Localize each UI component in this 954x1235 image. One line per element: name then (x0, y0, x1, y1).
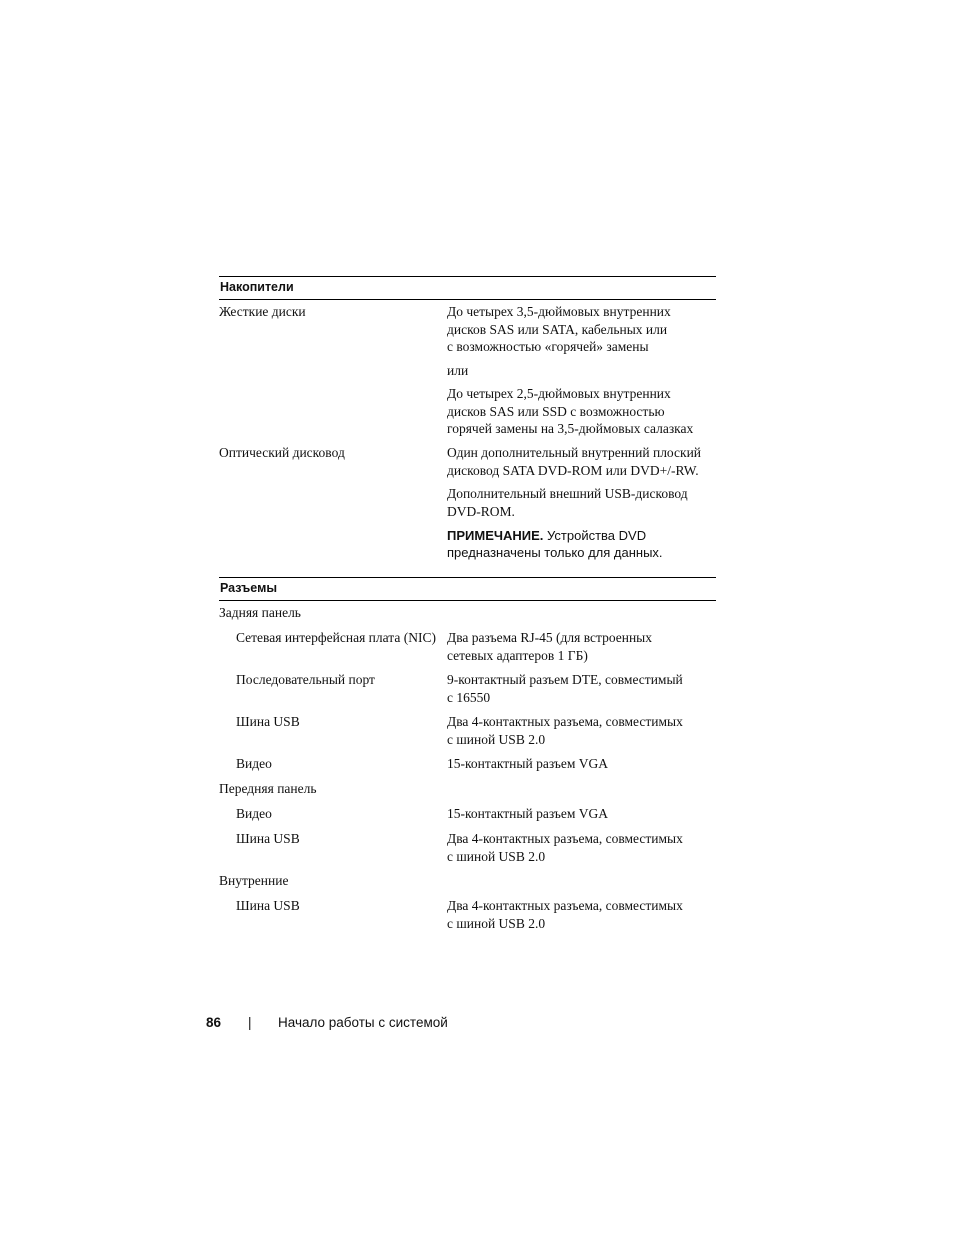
front-usb-value-line2: с шиной USB 2.0 (447, 848, 546, 864)
nic-label: Сетевая интерфейсная плата (NIC) (236, 630, 436, 645)
nic-value-line2: сетевых адаптеров 1 ГБ) (447, 647, 588, 663)
rear-usb-value (447, 713, 716, 748)
hdd-option2-line3: горячей замены на 3,5-дюймовых салазках (447, 421, 694, 436)
front-video-value: 15-контактный разъем VGA (447, 806, 609, 821)
optical-external-line2: DVD-ROM. (447, 503, 515, 519)
storage-table (219, 276, 716, 300)
optical-external-line1: Дополнительный внешний USB-дисковод (447, 486, 688, 501)
internal-usb-value (447, 897, 716, 932)
connectors-table (219, 577, 716, 601)
hdd-value (447, 303, 716, 438)
internal-usb-value-line1: Два 4-контактных разъема, совместимых (447, 898, 683, 913)
note-text-2: предназначены только для данных. (447, 545, 663, 560)
nic-value-line1: Два разъема RJ-45 (для встроенных (447, 630, 652, 645)
front-panel-label: Передняя панель (219, 781, 317, 796)
internal-usb-value-line2: с шиной USB 2.0 (447, 915, 546, 931)
connectors-heading: Разъемы (220, 581, 278, 595)
note (447, 527, 716, 561)
page-number: 86 (206, 1015, 222, 1030)
serial-value (447, 671, 716, 706)
hdd-option2-line1: До четырех 2,5-дюймовых внутренних (447, 386, 671, 401)
rear-video-label: Видео (236, 756, 272, 771)
note-label: ПРИМЕЧАНИЕ. (447, 528, 544, 543)
serial-label: Последовательный порт (236, 672, 375, 687)
front-usb-value-line1: Два 4-контактных разъема, совместимых (447, 831, 683, 846)
internal-label: Внутренние (219, 873, 289, 888)
rear-usb-value-line2: с шиной USB 2.0 (447, 731, 546, 747)
hdd-or: или (447, 362, 469, 378)
front-usb-label: Шина USB (236, 831, 300, 846)
serial-value-line1: 9-контактный разъем DTE, совместимый (447, 672, 683, 687)
optical-value (447, 444, 716, 561)
nic-value (447, 629, 716, 664)
storage-section-header (219, 276, 716, 300)
front-usb-value (447, 830, 716, 865)
hdd-option1-line1: До четырех 3,5-дюймовых внутренних (447, 304, 671, 319)
optical-label: Оптический дисковод (219, 445, 345, 460)
footer-separator: | (248, 1015, 252, 1030)
optical-internal-line2: дисковод SATA DVD-ROM или DVD+/-RW. (447, 462, 699, 478)
optical-internal-line1: Один дополнительный внутренний плоский (447, 445, 702, 460)
front-video-label: Видео (236, 806, 272, 821)
footer-title: Начало работы с системой (278, 1015, 448, 1030)
rear-usb-value-line1: Два 4-контактных разъема, совместимых (447, 714, 683, 729)
hdd-option1-line2: дисков SAS или SATA, кабельных или (447, 321, 668, 337)
storage-heading: Накопители (220, 280, 294, 294)
rear-usb-label: Шина USB (236, 714, 300, 729)
note-text-1: Устройства DVD (543, 528, 647, 543)
hdd-option2-line2: дисков SAS или SSD с возможностью (447, 403, 665, 419)
connectors-section-header (219, 577, 716, 601)
internal-usb-label: Шина USB (236, 898, 300, 913)
rear-panel-label: Задняя панель (219, 605, 301, 620)
hdd-label: Жесткие диски (219, 304, 306, 319)
hdd-option1-line3: с возможностью «горячей» замены (447, 339, 649, 354)
rear-video-value: 15-контактный разъем VGA (447, 756, 609, 771)
serial-value-line2: с 16550 (447, 689, 491, 705)
